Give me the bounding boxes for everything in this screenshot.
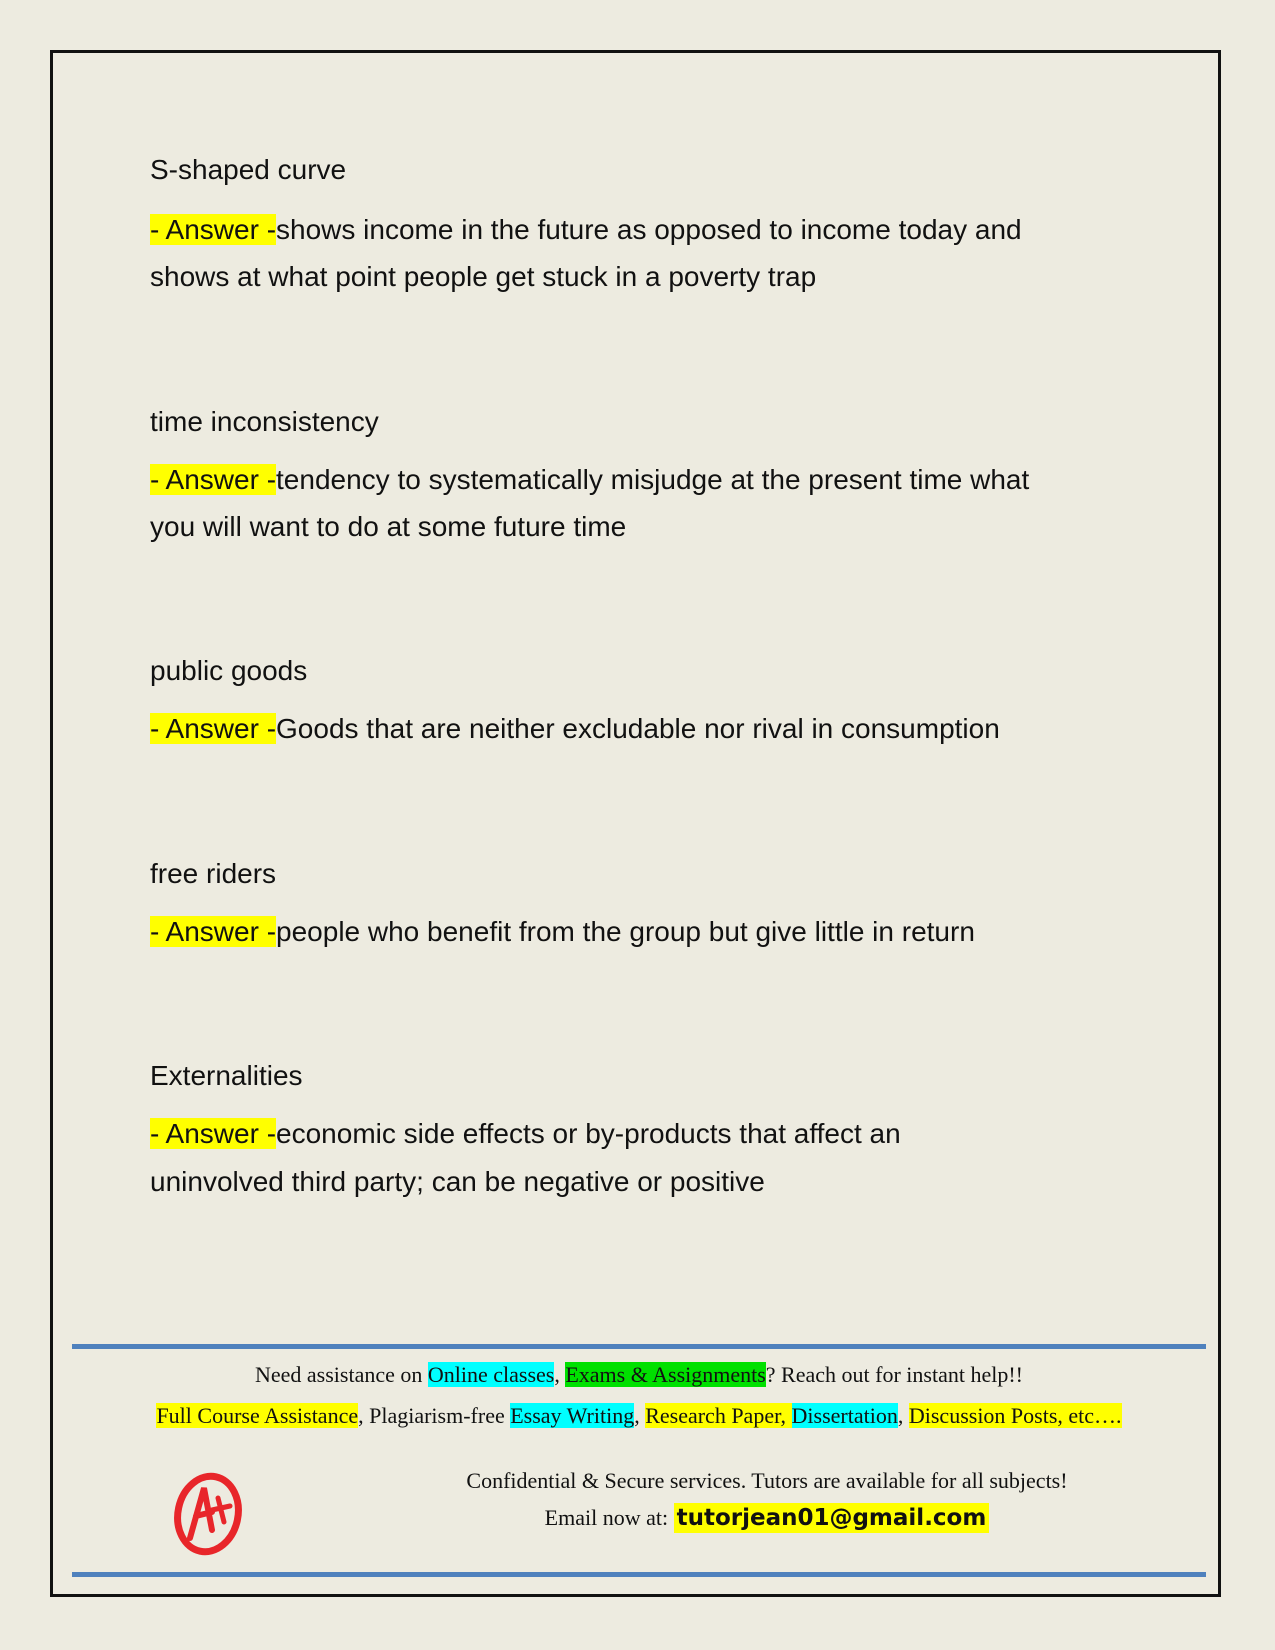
highlight-research: Research Paper, bbox=[645, 1403, 792, 1428]
highlight-full-course: Full Course Assistance bbox=[156, 1403, 359, 1428]
answer-text: shows income in the future as opposed to income today and bbox=[276, 214, 1022, 245]
answer-text: people who benefit from the group but give little in return bbox=[276, 916, 975, 947]
term-time-inconsistency: time inconsistency bbox=[150, 406, 379, 437]
answer-prefix: - Answer - bbox=[150, 214, 277, 245]
footer-line-4 bbox=[200, 1503, 1275, 1533]
highlight-dissertation: Dissertation bbox=[791, 1403, 898, 1428]
term-externalities: Externalities bbox=[150, 1060, 303, 1091]
email-link[interactable]: tutorjean01@gmail.com bbox=[674, 1503, 990, 1533]
text: ? Reach out for instant help!! bbox=[765, 1362, 1023, 1387]
text: , bbox=[634, 1403, 646, 1428]
answer-prefix: - Answer - bbox=[150, 464, 277, 495]
answer-line bbox=[150, 462, 1029, 498]
footer-line-1 bbox=[72, 1360, 1206, 1390]
answer-prefix: - Answer - bbox=[150, 1118, 277, 1149]
text: , bbox=[554, 1362, 566, 1387]
highlight-essay: Essay Writing bbox=[510, 1403, 635, 1428]
term-public-goods: public goods bbox=[150, 655, 308, 686]
email-label: Email now at: bbox=[544, 1505, 674, 1530]
answer-line bbox=[150, 711, 1000, 747]
answer-text: tendency to systematically misjudge at the present time what bbox=[276, 464, 1030, 495]
answer-line bbox=[150, 212, 1022, 248]
answer-line bbox=[150, 1116, 901, 1152]
answer-prefix: - Answer - bbox=[150, 916, 277, 947]
highlight-exams: Exams & Assignments bbox=[565, 1362, 766, 1387]
answer-text: Goods that are neither excludable nor rival in consumption bbox=[276, 713, 1000, 744]
footer-line-3: Confidential & Secure services. Tutors are available for all subjects! bbox=[466, 1468, 1068, 1493]
answer-prefix: - Answer - bbox=[150, 713, 277, 744]
text: , bbox=[897, 1403, 909, 1428]
footer-top-rule bbox=[72, 1344, 1206, 1349]
term-s-shaped-curve: S-shaped curve bbox=[150, 154, 347, 185]
term-free-riders: free riders bbox=[150, 858, 277, 889]
answer-text: you will want to do at some future time bbox=[150, 511, 627, 542]
footer-line-2 bbox=[72, 1401, 1206, 1431]
answer-text: economic side effects or by-products that affect an bbox=[276, 1118, 901, 1149]
highlight-discussion: Discussion Posts, etc…. bbox=[908, 1403, 1122, 1428]
footer-bottom-rule bbox=[72, 1572, 1206, 1577]
text: , Plagiarism-free bbox=[358, 1403, 511, 1428]
answer-line bbox=[150, 914, 975, 950]
text: Need assistance on bbox=[254, 1362, 428, 1387]
answer-text: uninvolved third party; can be negative or positive bbox=[150, 1166, 765, 1197]
answer-text: shows at what point people get stuck in a poverty trap bbox=[150, 261, 817, 292]
highlight-online-classes: Online classes bbox=[427, 1362, 555, 1387]
